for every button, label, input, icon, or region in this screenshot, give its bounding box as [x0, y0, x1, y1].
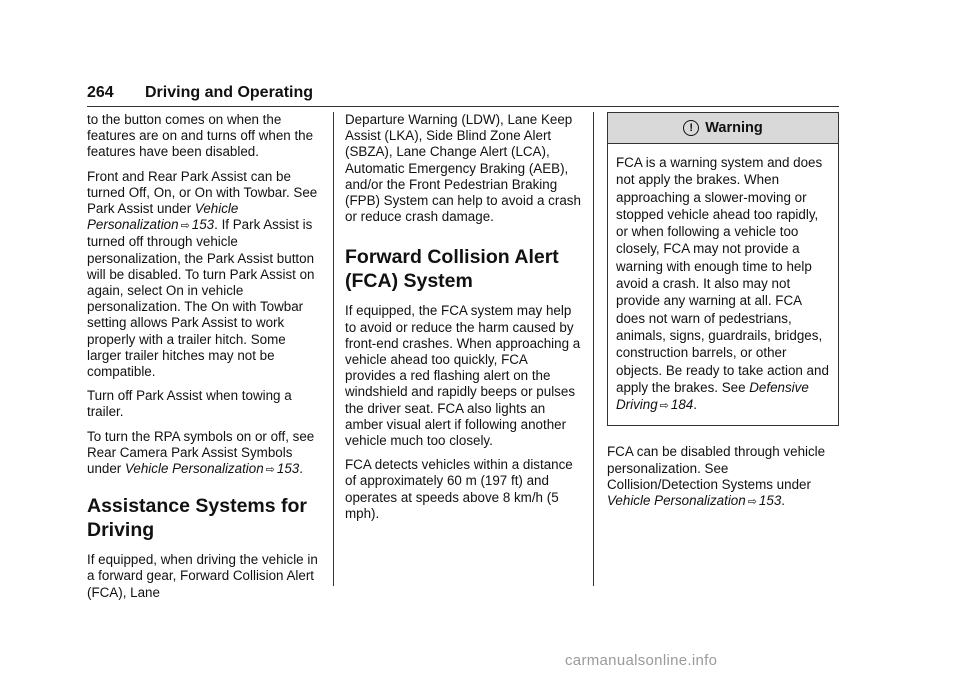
warning-circle-icon: ! — [683, 120, 699, 136]
link-defensive-driving[interactable]: Defensive Driving — [616, 379, 809, 413]
xref-arrow-icon: ⇨ — [180, 220, 190, 233]
column-1 — [87, 112, 323, 609]
xref-arrow-icon: ⇨ — [747, 496, 757, 509]
paragraph: FCA detects vehicles within a distance of approximately 60 m (197 ft) and operates at speeds above 8 km/h (5 mph). — [345, 457, 573, 521]
warning-header — [608, 113, 838, 144]
paragraph: FCA can be disabled through vehicle personalization. See Collision/Detection Systems under Vehicle Personalization ⇨ 153. — [607, 444, 826, 509]
watermark: carmanualsonline.info — [565, 652, 718, 669]
warning-title: Warning — [705, 119, 763, 136]
paragraph: If equipped, the FCA system may help to avoid or reduce the harm caused by front-end crashes. When approaching a vehicle ahead too quickly, FCA provides a red flashing alert on the windshield and rapidly beeps or pulses the driver seat. FCA also lights an amber visual alert if following another vehicle much too closely. — [345, 303, 581, 449]
page-number: 264 — [87, 84, 114, 101]
paragraph: Front and Rear Park Assist can be turned Off, On, or On with Towbar. See Park Assist under Vehicle Personalization ⇨ 153. If Park Assist is turned off through vehicle personalization, the Park Assist button will be disabled. To turn Park Assist on again, select On in vehicle personalization. The On with Towbar setting allows Park Assist to work properly with a trailer hitch. Some larger trailer hitches may not be compatible. — [87, 168, 318, 380]
link-vehicle-personalization[interactable]: Vehicle Personalization — [607, 493, 746, 509]
column-3 — [607, 112, 839, 518]
warning-box — [607, 112, 839, 426]
link-vehicle-personalization[interactable]: Vehicle Personalization — [87, 201, 239, 233]
paragraph: to the button comes on when the features are on and turns off when the features have been disabled. — [87, 112, 314, 160]
paragraph: If equipped, when driving the vehicle in a forward gear, Forward Collision Alert (FCA), Lane — [87, 552, 318, 600]
section-title: Driving and Operating — [145, 84, 314, 101]
link-vehicle-personalization[interactable]: Vehicle Personalization — [124, 461, 264, 477]
page-ref[interactable]: 153 — [276, 461, 300, 477]
xref-arrow-icon: ⇨ — [265, 464, 275, 477]
page-ref[interactable]: 153 — [191, 217, 215, 233]
warning-body: FCA is a warning system and does not apply the brakes. When approaching a slower-moving or stopped vehicle ahead too rapidly, or when following a vehicle too closely, FCA may not provide a warning with enough time to help avoid a crash. It also may not provide any warning at all. FCA does not warn of pedestrians, animals, signs, guardrails, bridges, construction barrels, or other objects. Be ready to take action and apply the brakes. See Defensive Driving ⇨ 184. — [616, 155, 829, 413]
paragraph: Turn off Park Assist when towing a trailer. — [87, 388, 292, 420]
column-2 — [345, 112, 581, 530]
page-ref[interactable]: 153 — [758, 493, 782, 509]
xref-arrow-icon: ⇨ — [659, 400, 669, 413]
column-divider — [333, 112, 334, 586]
heading-assistance-systems: Assistance Systems for Driving — [87, 495, 308, 542]
page-header — [87, 84, 839, 107]
heading-fca-system: Forward Collision Alert (FCA) System — [345, 246, 559, 293]
column-divider — [593, 112, 594, 586]
paragraph: Departure Warning (LDW), Lane Keep Assist (LKA), Side Blind Zone Alert (SBZA), Lane Change Alert (LCA), Automatic Emergency Braking (AEB), and/or the Front Pedestrian Braking (FPB) System can help to avoid a crash or reduce crash damage. — [345, 112, 581, 225]
paragraph: To turn the RPA symbols on or off, see Rear Camera Park Assist Symbols under Vehicle Personalization ⇨ 153. — [87, 428, 315, 477]
page-ref[interactable]: 184 — [670, 397, 694, 413]
